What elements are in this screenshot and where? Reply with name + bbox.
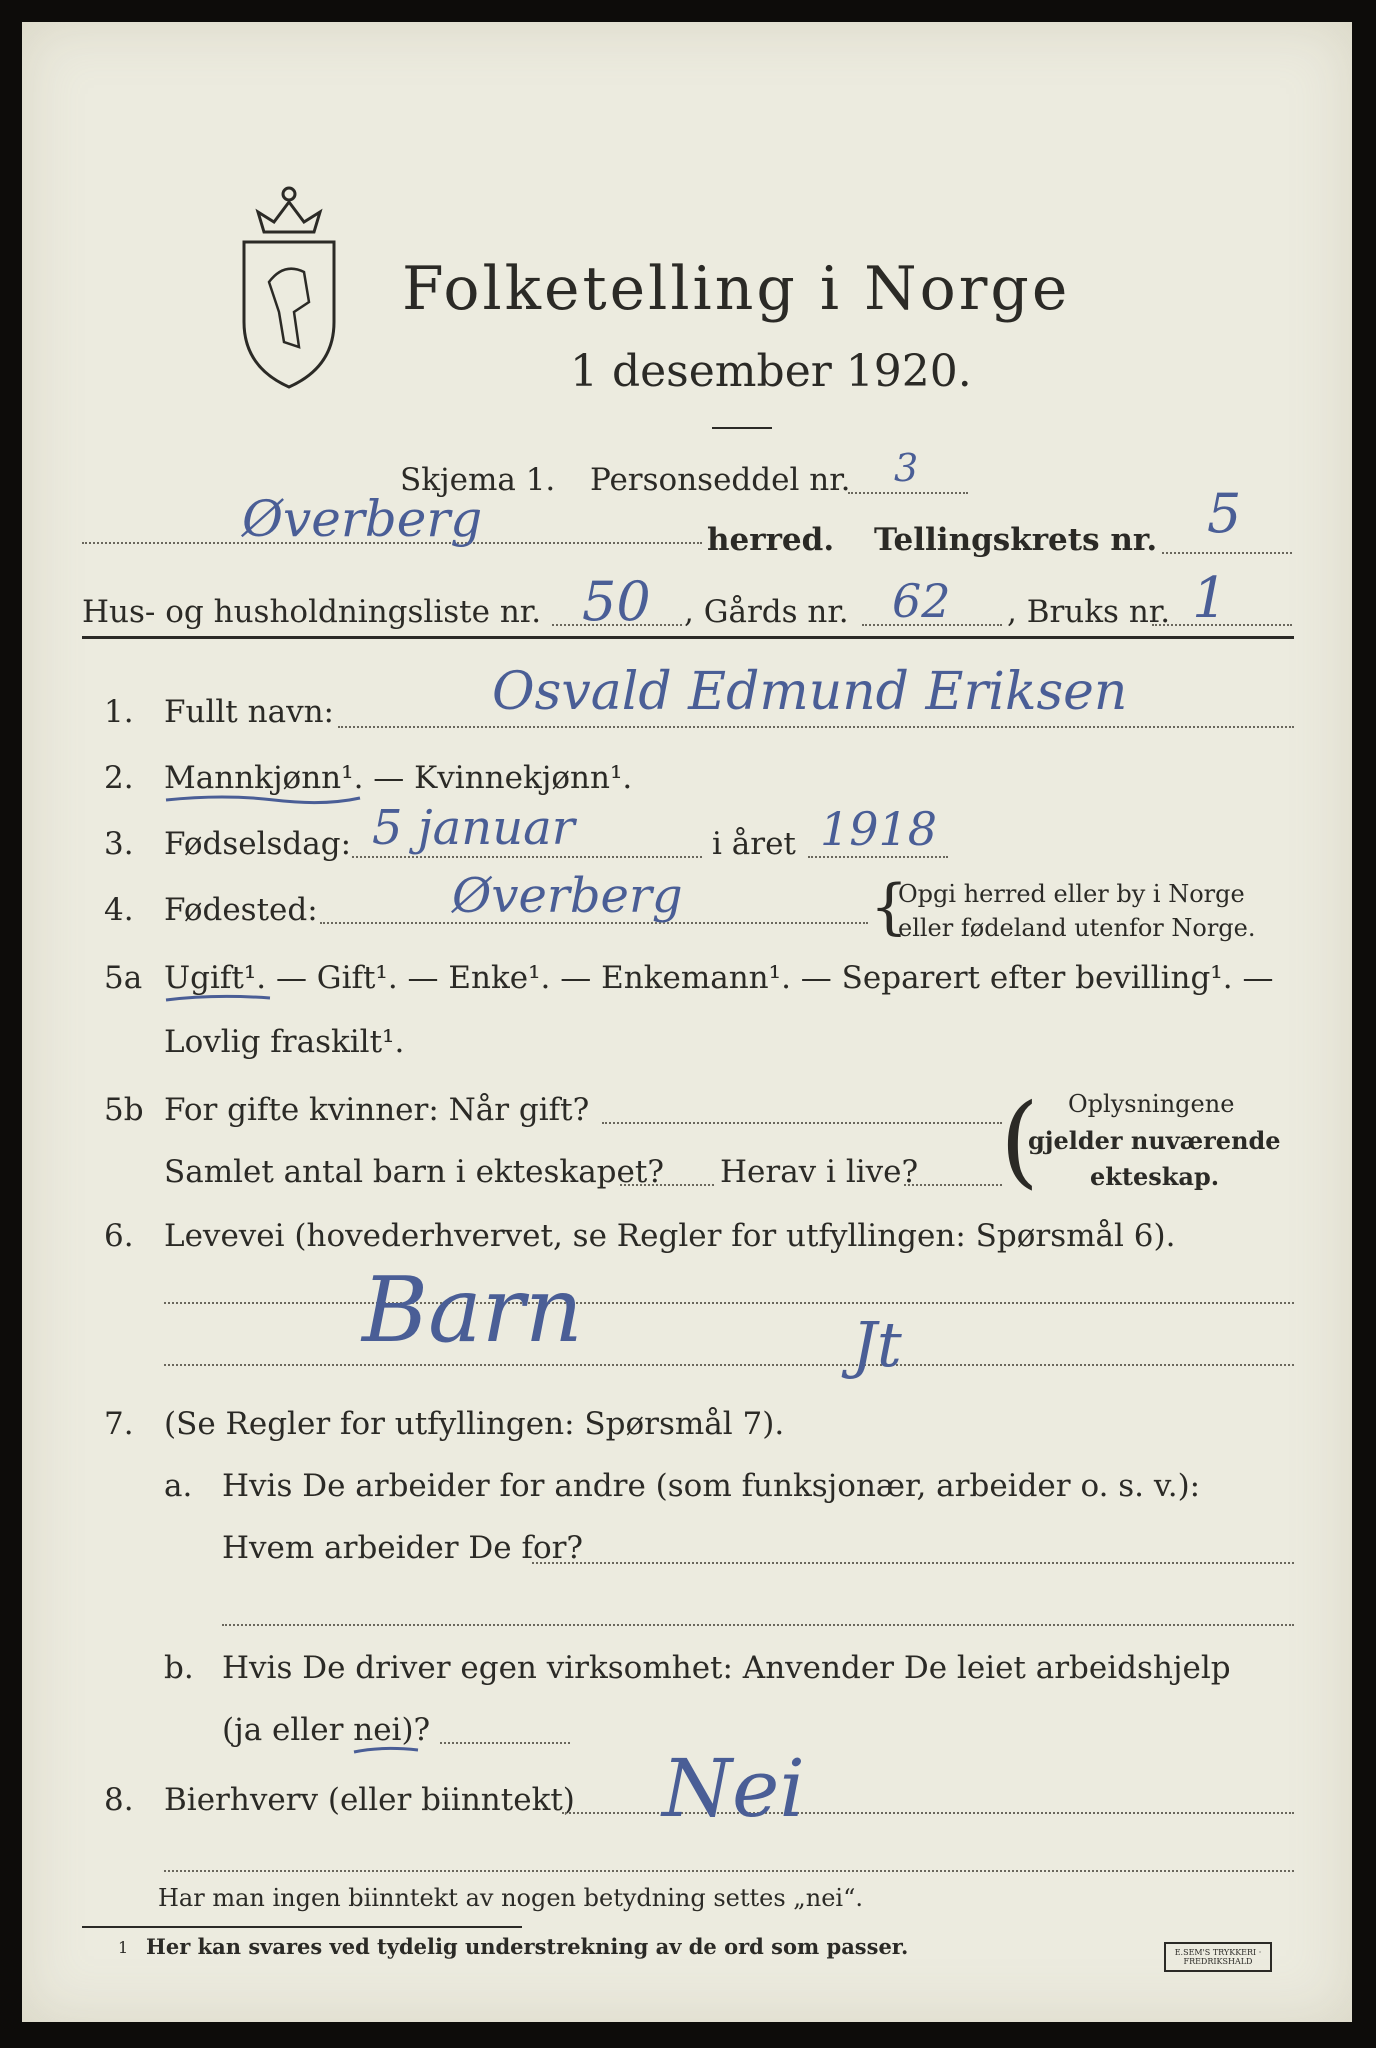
q5b-married-line [602,1122,1002,1124]
q7a-line2: Hvem arbeider De for? [222,1530,584,1566]
q6-label: Levevei (hovederhvervet, se Regler for utfyllingen: Spørsmål 6). [164,1218,1176,1254]
q7-number: 7. [104,1406,134,1442]
q7a-line1: Hvis De arbeider for andre (som funksjonær, arbeider o. s. v.): [222,1468,1201,1504]
q7b-line1: Hvis De driver egen virksomhet: Anvender De leiet arbeidshjelp [222,1650,1231,1686]
personseddel-line [848,492,968,494]
q2-number: 2. [104,760,134,796]
q5b-line2a: Samlet antal barn i ekteskapet? [164,1154,664,1190]
q5b-number: 5b [104,1092,144,1128]
q7a-line-1 [532,1562,1294,1564]
q5a-line2: Lovlig fraskilt¹. [164,1024,405,1060]
q5a-underline-mark [164,992,274,1004]
q1-number: 1. [104,694,134,730]
herred-value: Øverberg [242,490,483,548]
coat-of-arms-icon [234,172,344,392]
tellingskrets-line [1162,552,1292,554]
header-rule [82,636,1294,639]
q5b-note-1: Oplysningene [1068,1090,1235,1118]
q4-value: Øverberg [452,868,683,924]
q4-label: Fødested: [164,892,318,928]
footer-note: Har man ingen biinntekt av nogen betydning settes „nei“. [158,1884,863,1912]
q7a-line-2 [222,1624,1294,1626]
q8-line-2 [164,1870,1294,1872]
husliste-value: 50 [582,570,651,633]
tellingskrets-label: Tellingskrets nr. [874,522,1158,558]
personseddel-label: Personseddel nr. [590,462,851,498]
q3-year-label: i året [712,826,796,862]
q5b-children-line [620,1184,714,1186]
q4-brace: { [870,872,909,942]
q6-line-1 [164,1302,1294,1304]
census-date: 1 desember 1920. [570,346,972,397]
title-divider [712,427,772,429]
gards-value: 62 [892,574,951,628]
q7b-line [440,1742,570,1744]
q4-note-2: eller fødeland utenfor Norge. [898,914,1256,942]
q5b-note-3: ekteskap. [1090,1162,1220,1191]
bruks-value: 1 [1192,566,1228,631]
q7b-letter: b. [164,1650,194,1686]
q1-line [338,726,1294,728]
herred-label: herred. [707,522,835,558]
tellingskrets-value: 5 [1207,482,1242,545]
q7a-letter: a. [164,1468,193,1504]
gards-label: , Gårds nr. [684,594,849,630]
bruks-label: , Bruks nr. [1007,594,1171,630]
q2-underline-mark [164,792,364,806]
q6-line-2 [164,1364,1294,1366]
q5b-note-2: gjelder nuværende [1028,1126,1281,1155]
q8-value: Nei [662,1742,805,1835]
q3-number: 3. [104,826,134,862]
q5b-brace: ( [1000,1082,1040,1199]
q5b-line1: For gifte kvinner: Når gift? [164,1092,590,1128]
census-form [22,22,1352,2022]
q7b-line2: (ja eller nei)? [222,1712,431,1748]
q6-number: 6. [104,1218,134,1254]
footnote-text: Her kan svares ved tydelig understrekning av de ord som passer. [146,1934,909,1959]
q3-value: 5 januar [372,800,575,856]
q5b-line2b: Herav i live? [720,1154,919,1190]
personseddel-value: 3 [894,446,919,490]
q7-label: (Se Regler for utfyllingen: Spørsmål 7). [164,1406,785,1442]
q3-label: Fødselsdag: [164,826,352,862]
footnote-rule [82,1926,522,1928]
q2-label: Mannkjønn¹. — Kvinnekjønn¹. [164,760,633,796]
printer-stamp: E.SEM'S TRYKKERI · FREDRIKSHALD [1164,1942,1272,1972]
husliste-label: Hus- og husholdningsliste nr. [82,594,542,630]
q7b-underline-mark [352,1744,422,1756]
q1-label: Fullt navn: [164,694,334,730]
q1-value: Osvald Edmund Eriksen [492,662,1128,722]
skjema-label: Skjema 1. [400,462,556,498]
q8-number: 8. [104,1782,134,1818]
q3-day-line [352,856,702,858]
q5b-alive-line [904,1184,1002,1186]
q8-label: Bierhverv (eller biinntekt) [164,1782,575,1818]
q5a-line1: Ugift¹. — Gift¹. — Enke¹. — Enkemann¹. — Separert efter bevilling¹. — [164,960,1274,996]
q3-year-value: 1918 [820,802,938,856]
q4-number: 4. [104,892,134,928]
q6-mark: Jt [852,1308,902,1381]
q4-note-1: Opgi herred eller by i Norge [898,880,1245,908]
footnote-mark: 1 [118,1938,129,1957]
form-title: Folketelling i Norge [402,254,1071,324]
q3-year-line [808,856,948,858]
q5a-number: 5a [104,960,143,996]
q6-value: Barn [362,1258,583,1363]
